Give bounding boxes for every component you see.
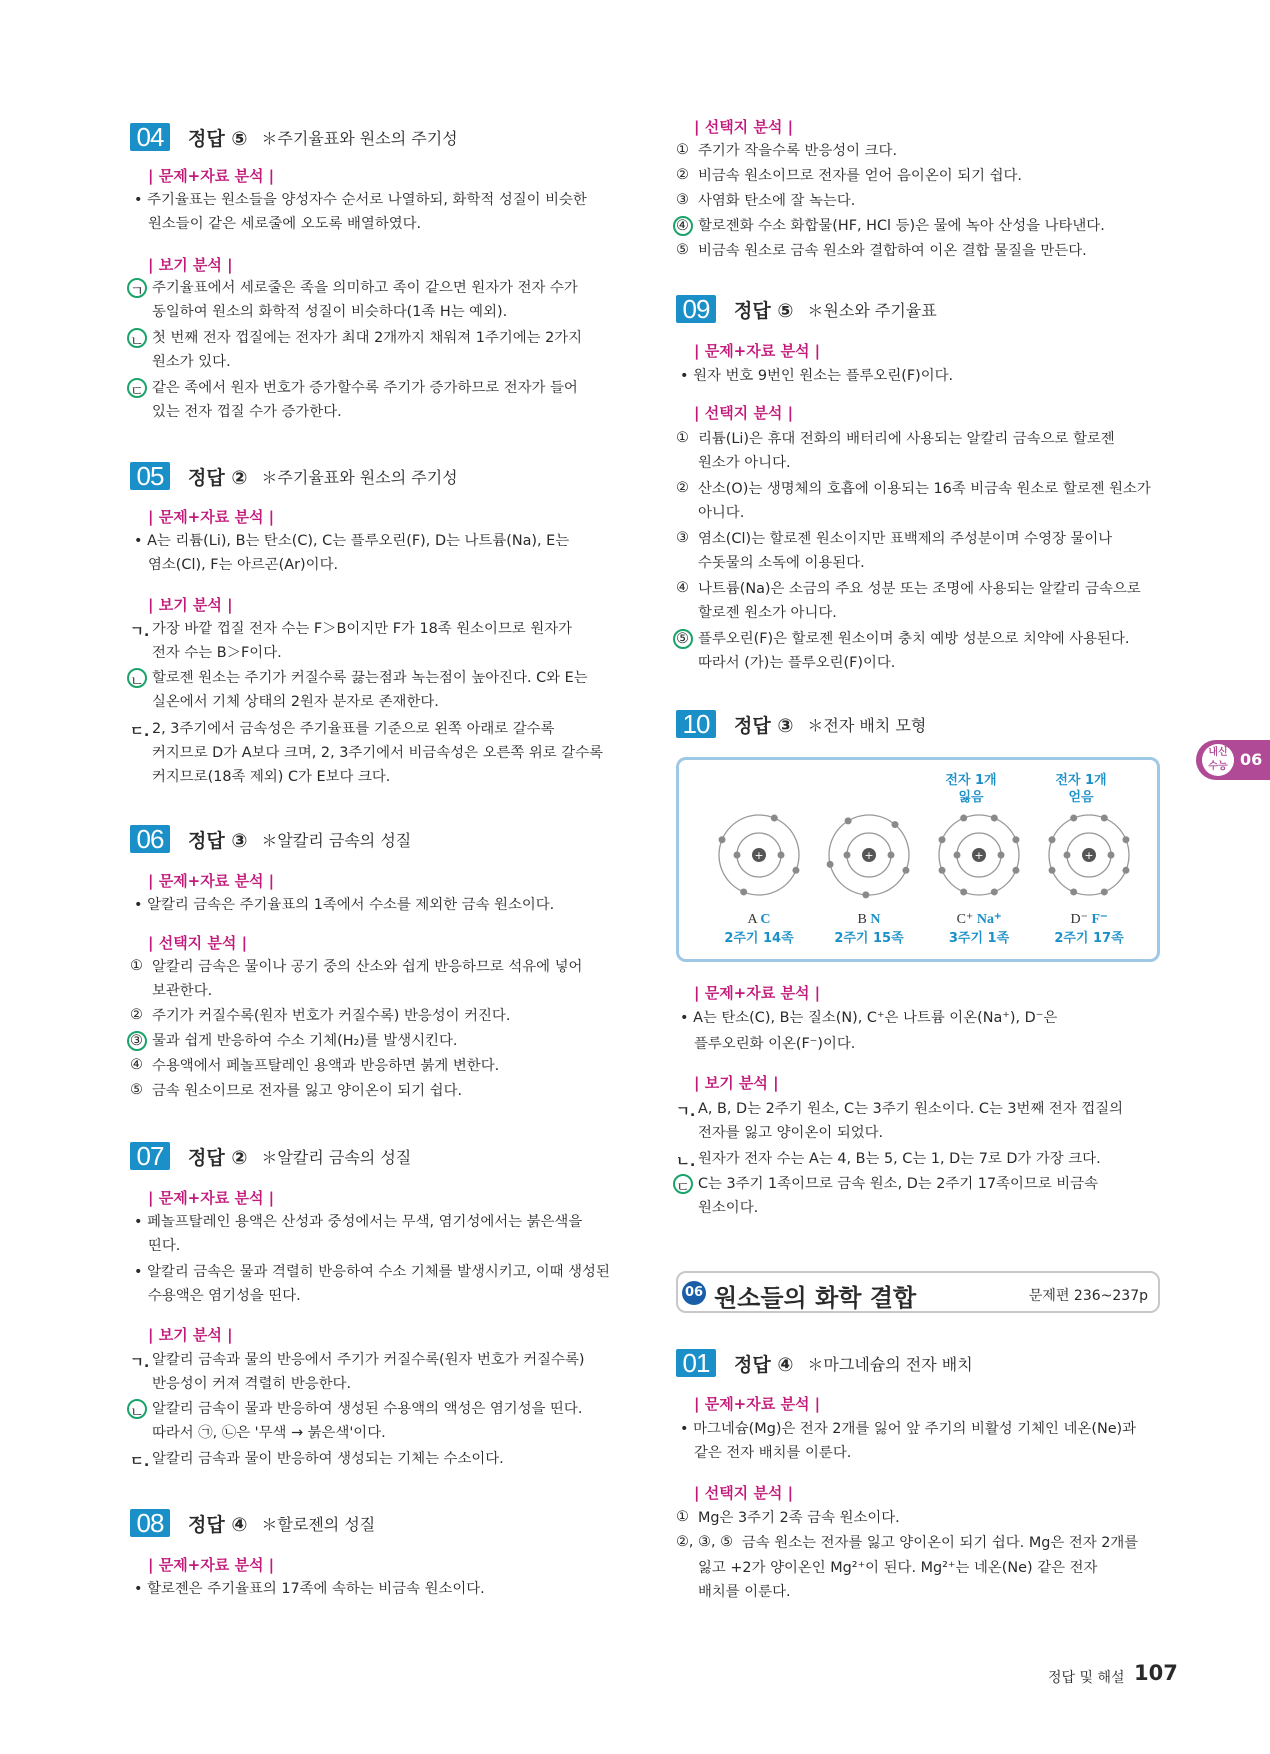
text-line: 수돗물의 소독에 이용된다. (698, 555, 865, 571)
atom-period-group: 2주기 15족 (834, 931, 904, 946)
option-marker: ② (676, 167, 689, 183)
question-05-header (130, 461, 458, 491)
text-line: 플루오린(F)은 할로젠 원소이며 충치 예방 성분으로 치약에 사용된다. (698, 631, 1130, 647)
text-line: 나트륨(Na)은 소금의 주요 성분 또는 조명에 사용되는 알칼리 금속으로 (698, 581, 1141, 597)
electron (1122, 867, 1129, 874)
text-line: 주기가 작을수록 반응성이 크다. (698, 143, 898, 159)
chapter-banner (676, 1271, 1160, 1313)
text-line: 산소(O)는 생명체의 호흡에 이용되는 16족 비금속 원소로 할로젠 원소가 (698, 481, 1151, 497)
option-marker: ④ (676, 218, 689, 234)
answer: 정답 ⑤ (734, 299, 794, 322)
electron (1049, 867, 1056, 874)
option-marker: ②, ③, ⑤ (676, 1534, 734, 1550)
text-line: 물과 쉽게 반응하여 수소 기체(H₂)를 발생시킨다. (152, 1033, 458, 1049)
option-marker: ② (130, 1007, 143, 1023)
text-line: 염소(Cl)는 할로젠 원소이지만 표백제의 주성분이며 수영장 물이나 (698, 531, 1113, 547)
text-line: 같은 전자 배치를 이룬다. (694, 1445, 852, 1461)
text-line: 할로젠 원소가 아니다. (698, 605, 837, 621)
bogi-marker: ㄷ (676, 1176, 690, 1197)
correct-circle-icon (127, 668, 147, 688)
option-marker: ③ (676, 192, 689, 208)
question-09-header (676, 294, 937, 324)
side-tab (1196, 740, 1270, 780)
text-line: 실온에서 기체 상태의 2원자 분자로 존재한다. (152, 694, 439, 710)
electron (845, 817, 852, 824)
question-10-header (676, 709, 926, 739)
bogi-marker: ㄴ (130, 670, 144, 691)
question-number: 09 (676, 295, 716, 323)
gain-label-2: 얻음 (1068, 790, 1094, 805)
text-line: 원소이다. (698, 1200, 759, 1216)
section-label: | 문제+자료 분석 | (148, 872, 275, 890)
chapter-title: 원소들의 화학 결합 (714, 1284, 917, 1312)
question-number: 07 (130, 1142, 170, 1170)
text-line: 커지므로 D가 A보다 크며, 2, 3주기에서 비금속성은 오른쪽 위로 갈수록 (152, 745, 603, 761)
text-line: 전자를 잃고 양이온이 되었다. (698, 1125, 884, 1141)
electron (960, 888, 967, 895)
text-line: 알칼리 금속과 물이 반응하여 생성되는 기체는 수소이다. (152, 1451, 504, 1467)
answer: 정답 ④ (734, 1353, 794, 1376)
question-08-header (130, 1508, 375, 1538)
text-line: 띤다. (148, 1238, 181, 1254)
question-number: 08 (130, 1509, 170, 1537)
gain-label-1: 전자 1개 (1055, 773, 1107, 788)
atom-label: B N (857, 912, 881, 927)
text-line: • 할로젠은 주기율표의 17족에 속하는 비금속 원소이다. (134, 1581, 485, 1597)
text-line: 가장 바깥 껍질 전자 수는 F＞B이지만 F가 18족 원소이므로 원자가 (152, 621, 573, 637)
section-label: | 보기 분석 | (148, 256, 233, 274)
lose-label-2: 잃음 (958, 790, 984, 805)
option-marker: ① (130, 958, 143, 974)
atom-label: A C (747, 912, 771, 927)
answer: 정답 ③ (734, 714, 794, 737)
text-line: 알칼리 금속이 물과 반응하여 생성된 수용액의 액성은 염기성을 띤다. (152, 1401, 583, 1417)
electron (991, 888, 998, 895)
correct-circle-icon (127, 278, 147, 298)
question-number: 04 (130, 123, 170, 151)
option-marker: ① (676, 142, 689, 158)
option-marker: ① (676, 430, 689, 446)
section-label: | 보기 분석 | (694, 1074, 779, 1092)
topic: ＊주기율표와 원소의 주기성 (261, 128, 458, 148)
text-line: 보관한다. (152, 983, 213, 999)
text-line: • 알칼리 금속은 주기율표의 1족에서 수소를 제외한 금속 원소이다. (134, 897, 555, 913)
chapter-reference: 문제편 236~237p (1028, 1288, 1148, 1304)
atom-group (719, 815, 1130, 946)
nucleus-sign: + (1084, 849, 1094, 862)
text-line: 원소들이 같은 세로줄에 오도록 배열하였다. (148, 216, 422, 232)
chapter-number: 06 (682, 1281, 706, 1305)
section-label: | 보기 분석 | (148, 1326, 233, 1344)
topic: ＊주기율표와 원소의 주기성 (261, 467, 458, 487)
correct-circle-icon (673, 629, 693, 649)
correct-circle-icon (127, 1031, 147, 1051)
side-tab-label: 내신 수능 (1202, 744, 1234, 776)
correct-circle-icon (673, 216, 693, 236)
topic: ＊알칼리 금속의 성질 (261, 1147, 412, 1167)
electron (862, 891, 869, 898)
question-07-header (130, 1141, 411, 1171)
text-line: 동일하여 원소의 화학적 성질이 비슷하다(1족 H는 예외). (152, 304, 508, 320)
answer: 정답 ② (188, 466, 248, 489)
electron (1122, 836, 1129, 843)
topic: ＊할로젠의 성질 (261, 1514, 376, 1534)
text-line: 커지므로(18족 제외) C가 E보다 크다. (152, 769, 391, 785)
option-marker: ② (676, 480, 689, 496)
topic: ＊마그네슘의 전자 배치 (807, 1354, 973, 1374)
correct-circle-icon (127, 328, 147, 348)
nucleus-sign: + (754, 849, 764, 862)
atom-label: C⁺ Na⁺ (956, 912, 1002, 927)
bogi-marker: ㄴ. (676, 1154, 696, 1170)
text-line: 전자 수는 B＞F이다. (152, 645, 282, 661)
electron (844, 852, 851, 859)
option-marker: ⑤ (130, 1082, 143, 1098)
page-number: 107 (1134, 1661, 1178, 1685)
electron (827, 861, 834, 868)
text-line: 아니다. (698, 505, 745, 521)
text-line: 주기율표에서 세로줄은 족을 의미하고 족이 같으면 원자가 전자 수가 (152, 280, 578, 296)
text-line: 염소(Cl), F는 아르곤(Ar)이다. (148, 557, 339, 573)
electron (1108, 852, 1115, 859)
text-line: 비금속 원소이므로 전자를 얻어 음이온이 되기 쉽다. (698, 168, 1022, 184)
bogi-marker: ㄱ. (130, 1355, 150, 1371)
electron (1012, 836, 1019, 843)
electron (719, 836, 726, 843)
text-line: 첫 번째 전자 껍질에는 전자가 최대 2개까지 채워져 1주기에는 2가지 (152, 330, 583, 346)
correct-circle-icon (673, 1174, 693, 1194)
text-line: 금속 원소는 전자를 잃고 양이온이 되기 쉽다. Mg은 전자 2개를 (742, 1535, 1139, 1551)
section-label: | 문제+자료 분석 | (148, 508, 275, 526)
topic: ＊전자 배치 모형 (807, 715, 927, 735)
section-label: | 문제+자료 분석 | (694, 1395, 821, 1413)
answer: 정답 ⑤ (188, 127, 248, 150)
electron (771, 815, 778, 822)
topic: ＊원소와 주기율표 (807, 300, 937, 320)
option-marker: ⑤ (676, 242, 689, 258)
bogi-marker: ㄷ. (130, 724, 150, 740)
section-label: | 문제+자료 분석 | (148, 1556, 275, 1574)
text-line: 반응성이 커져 격렬히 반응한다. (152, 1376, 352, 1392)
electron (1101, 888, 1108, 895)
electron (960, 815, 967, 822)
text-line: 금속 원소이므로 전자를 잃고 양이온이 되기 쉽다. (152, 1083, 463, 1099)
electron (1101, 815, 1108, 822)
side-tab-number: 06 (1240, 750, 1263, 769)
question-06-header (130, 824, 411, 854)
nucleus-sign: + (864, 849, 874, 862)
option-marker: ④ (676, 580, 689, 596)
text-line: • 페놀프탈레인 용액은 산성과 중성에서는 무색, 염기성에서는 붉은색을 (134, 1214, 583, 1230)
text-line: 따라서 (가)는 플루오린(F)이다. (698, 655, 896, 671)
section-label: | 문제+자료 분석 | (694, 342, 821, 360)
answer: 정답 ② (188, 1146, 248, 1169)
section-label: | 선택지 분석 | (148, 934, 248, 952)
atom-model-1 (719, 815, 800, 946)
text-line: 할로젠 원소는 주기가 커질수록 끓는점과 녹는점이 높아진다. C와 E는 (152, 670, 588, 686)
atom-model-3 (939, 815, 1020, 946)
electron (891, 821, 898, 828)
text-line: 원소가 아니다. (698, 455, 791, 471)
text-line: 원소가 있다. (152, 354, 231, 370)
question-04-header (130, 122, 458, 152)
option-marker: ③ (130, 1033, 143, 1049)
text-line: • 마그네슘(Mg)은 전자 2개를 잃어 앞 주기의 비활성 기체인 네온(Ne)과 (680, 1421, 1137, 1437)
option-marker: ① (676, 1509, 689, 1525)
electron-configuration-diagram (676, 757, 1160, 962)
lose-label-1: 전자 1개 (945, 773, 997, 788)
bogi-marker: ㄷ (130, 380, 144, 401)
bogi-marker: ㄱ. (676, 1104, 696, 1120)
electron (734, 852, 741, 859)
text-line: 원자가 전자 수는 A는 4, B는 5, C는 1, D는 7로 D가 가장 크다. (698, 1151, 1101, 1167)
electron (1070, 815, 1077, 822)
section-label: | 보기 분석 | (148, 596, 233, 614)
electron (939, 836, 946, 843)
electron (792, 867, 799, 874)
question-number: 10 (676, 710, 716, 738)
bogi-marker: ㄱ. (130, 624, 150, 640)
question-01-header (676, 1348, 973, 1378)
text-line: A, B, D는 2주기 원소, C는 3주기 원소이다. C는 3번째 전자 껍질의 (698, 1101, 1124, 1117)
electron (991, 815, 998, 822)
electron (1070, 888, 1077, 895)
electron (939, 867, 946, 874)
text-line: • A는 리튬(Li), B는 탄소(C), C는 플루오린(F), D는 나트륨(Na), E는 (134, 533, 570, 549)
answer: 정답 ④ (188, 1513, 248, 1536)
text-line: • 원자 번호 9번인 원소는 플루오린(F)이다. (680, 368, 954, 384)
section-label: | 선택지 분석 | (694, 118, 794, 136)
atom-period-group: 2주기 17족 (1054, 931, 1124, 946)
question-number: 01 (676, 1349, 716, 1377)
atom-model-4 (1049, 815, 1130, 946)
question-number: 06 (130, 825, 170, 853)
electron (1049, 836, 1056, 843)
text-line: 따라서 ㉠, ㉡은 '무색 → 붉은색'이다. (152, 1425, 386, 1441)
question-number: 05 (130, 462, 170, 490)
text-line: 알칼리 금속은 물이나 공기 중의 산소와 쉽게 반응하므로 석유에 넣어 (152, 959, 583, 975)
bogi-marker: ㄴ (130, 1401, 144, 1422)
topic: ＊알칼리 금속의 성질 (261, 830, 412, 850)
text-line: C는 3주기 1족이므로 금속 원소, D는 2주기 17족이므로 비금속 (698, 1176, 1099, 1192)
text-line: 할로젠화 수소 화합물(HF, HCl 등)은 물에 녹아 산성을 나타낸다. (698, 218, 1105, 234)
atom-model-2 (827, 815, 910, 946)
correct-circle-icon (127, 1399, 147, 1419)
text-line: • A는 탄소(C), B는 질소(N), C⁺은 나트륨 이온(Na⁺), D⁻은 (680, 1010, 1058, 1026)
answer: 정답 ③ (188, 829, 248, 852)
text-line: 있는 전자 껍질 수가 증가한다. (152, 404, 342, 420)
section-label: | 문제+자료 분석 | (694, 984, 821, 1002)
text-line: 2, 3주기에서 금속성은 주기율표를 기준으로 왼쪽 아래로 갈수록 (152, 721, 555, 737)
text-line: Mg은 3주기 2족 금속 원소이다. (698, 1510, 900, 1526)
text-line: 수용액은 염기성을 띤다. (148, 1288, 301, 1304)
text-line: 배치를 이룬다. (698, 1584, 791, 1600)
text-line: 플루오린화 이온(F⁻)이다. (694, 1036, 856, 1052)
atom-models (679, 760, 1157, 959)
bogi-marker: ㄴ (130, 330, 144, 351)
text-line: 알칼리 금속과 물의 반응에서 주기가 커질수록(원자 번호가 커질수록) (152, 1352, 585, 1368)
section-label: | 문제+자료 분석 | (148, 167, 275, 185)
electron (740, 888, 747, 895)
electron (998, 852, 1005, 859)
section-label: | 선택지 분석 | (694, 404, 794, 422)
footer-label: 정답 및 해설 (1048, 1670, 1125, 1686)
electron (1012, 867, 1019, 874)
electron (1064, 852, 1071, 859)
correct-circle-icon (127, 378, 147, 398)
electron (888, 852, 895, 859)
bogi-marker: ㄷ. (130, 1454, 150, 1470)
option-marker: ⑤ (676, 631, 689, 647)
text-line: 비금속 원소로 금속 원소와 결합하여 이온 결합 물질을 만든다. (698, 243, 1087, 259)
atom-period-group: 2주기 14족 (724, 931, 794, 946)
option-marker: ③ (676, 530, 689, 546)
text-line: 사염화 탄소에 잘 녹는다. (698, 193, 856, 209)
nucleus-sign: + (974, 849, 984, 862)
section-label: | 선택지 분석 | (694, 1484, 794, 1502)
option-marker: ④ (130, 1057, 143, 1073)
text-line: • 알칼리 금속은 물과 격렬히 반응하여 수소 기체를 발생시키고, 이때 생성된 (134, 1264, 610, 1280)
text-line: • 주기율표는 원소들을 양성자수 순서로 나열하되, 화학적 성질이 비슷한 (134, 192, 587, 208)
electron (778, 852, 785, 859)
atom-period-group: 3주기 1족 (948, 931, 1010, 946)
text-line: 같은 족에서 원자 번호가 증가할수록 주기가 증가하므로 전자가 들어 (152, 380, 578, 396)
section-label: | 문제+자료 분석 | (148, 1189, 275, 1207)
text-line: 수용액에서 페놀프탈레인 용액과 반응하면 붉게 변한다. (152, 1058, 500, 1074)
bogi-marker: ㄱ (130, 280, 144, 301)
atom-label: D⁻ F⁻ (1070, 912, 1108, 927)
text-line: 잃고 +2가 양이온인 Mg²⁺이 된다. Mg²⁺는 네온(Ne) 같은 전자 (698, 1560, 1098, 1576)
text-line: 리튬(Li)은 휴대 전화의 배터리에 사용되는 알칼리 금속으로 할로젠 (698, 431, 1115, 447)
electron (902, 867, 909, 874)
electron (954, 852, 961, 859)
text-line: 주기가 커질수록(원자 번호가 커질수록) 반응성이 커진다. (152, 1008, 511, 1024)
